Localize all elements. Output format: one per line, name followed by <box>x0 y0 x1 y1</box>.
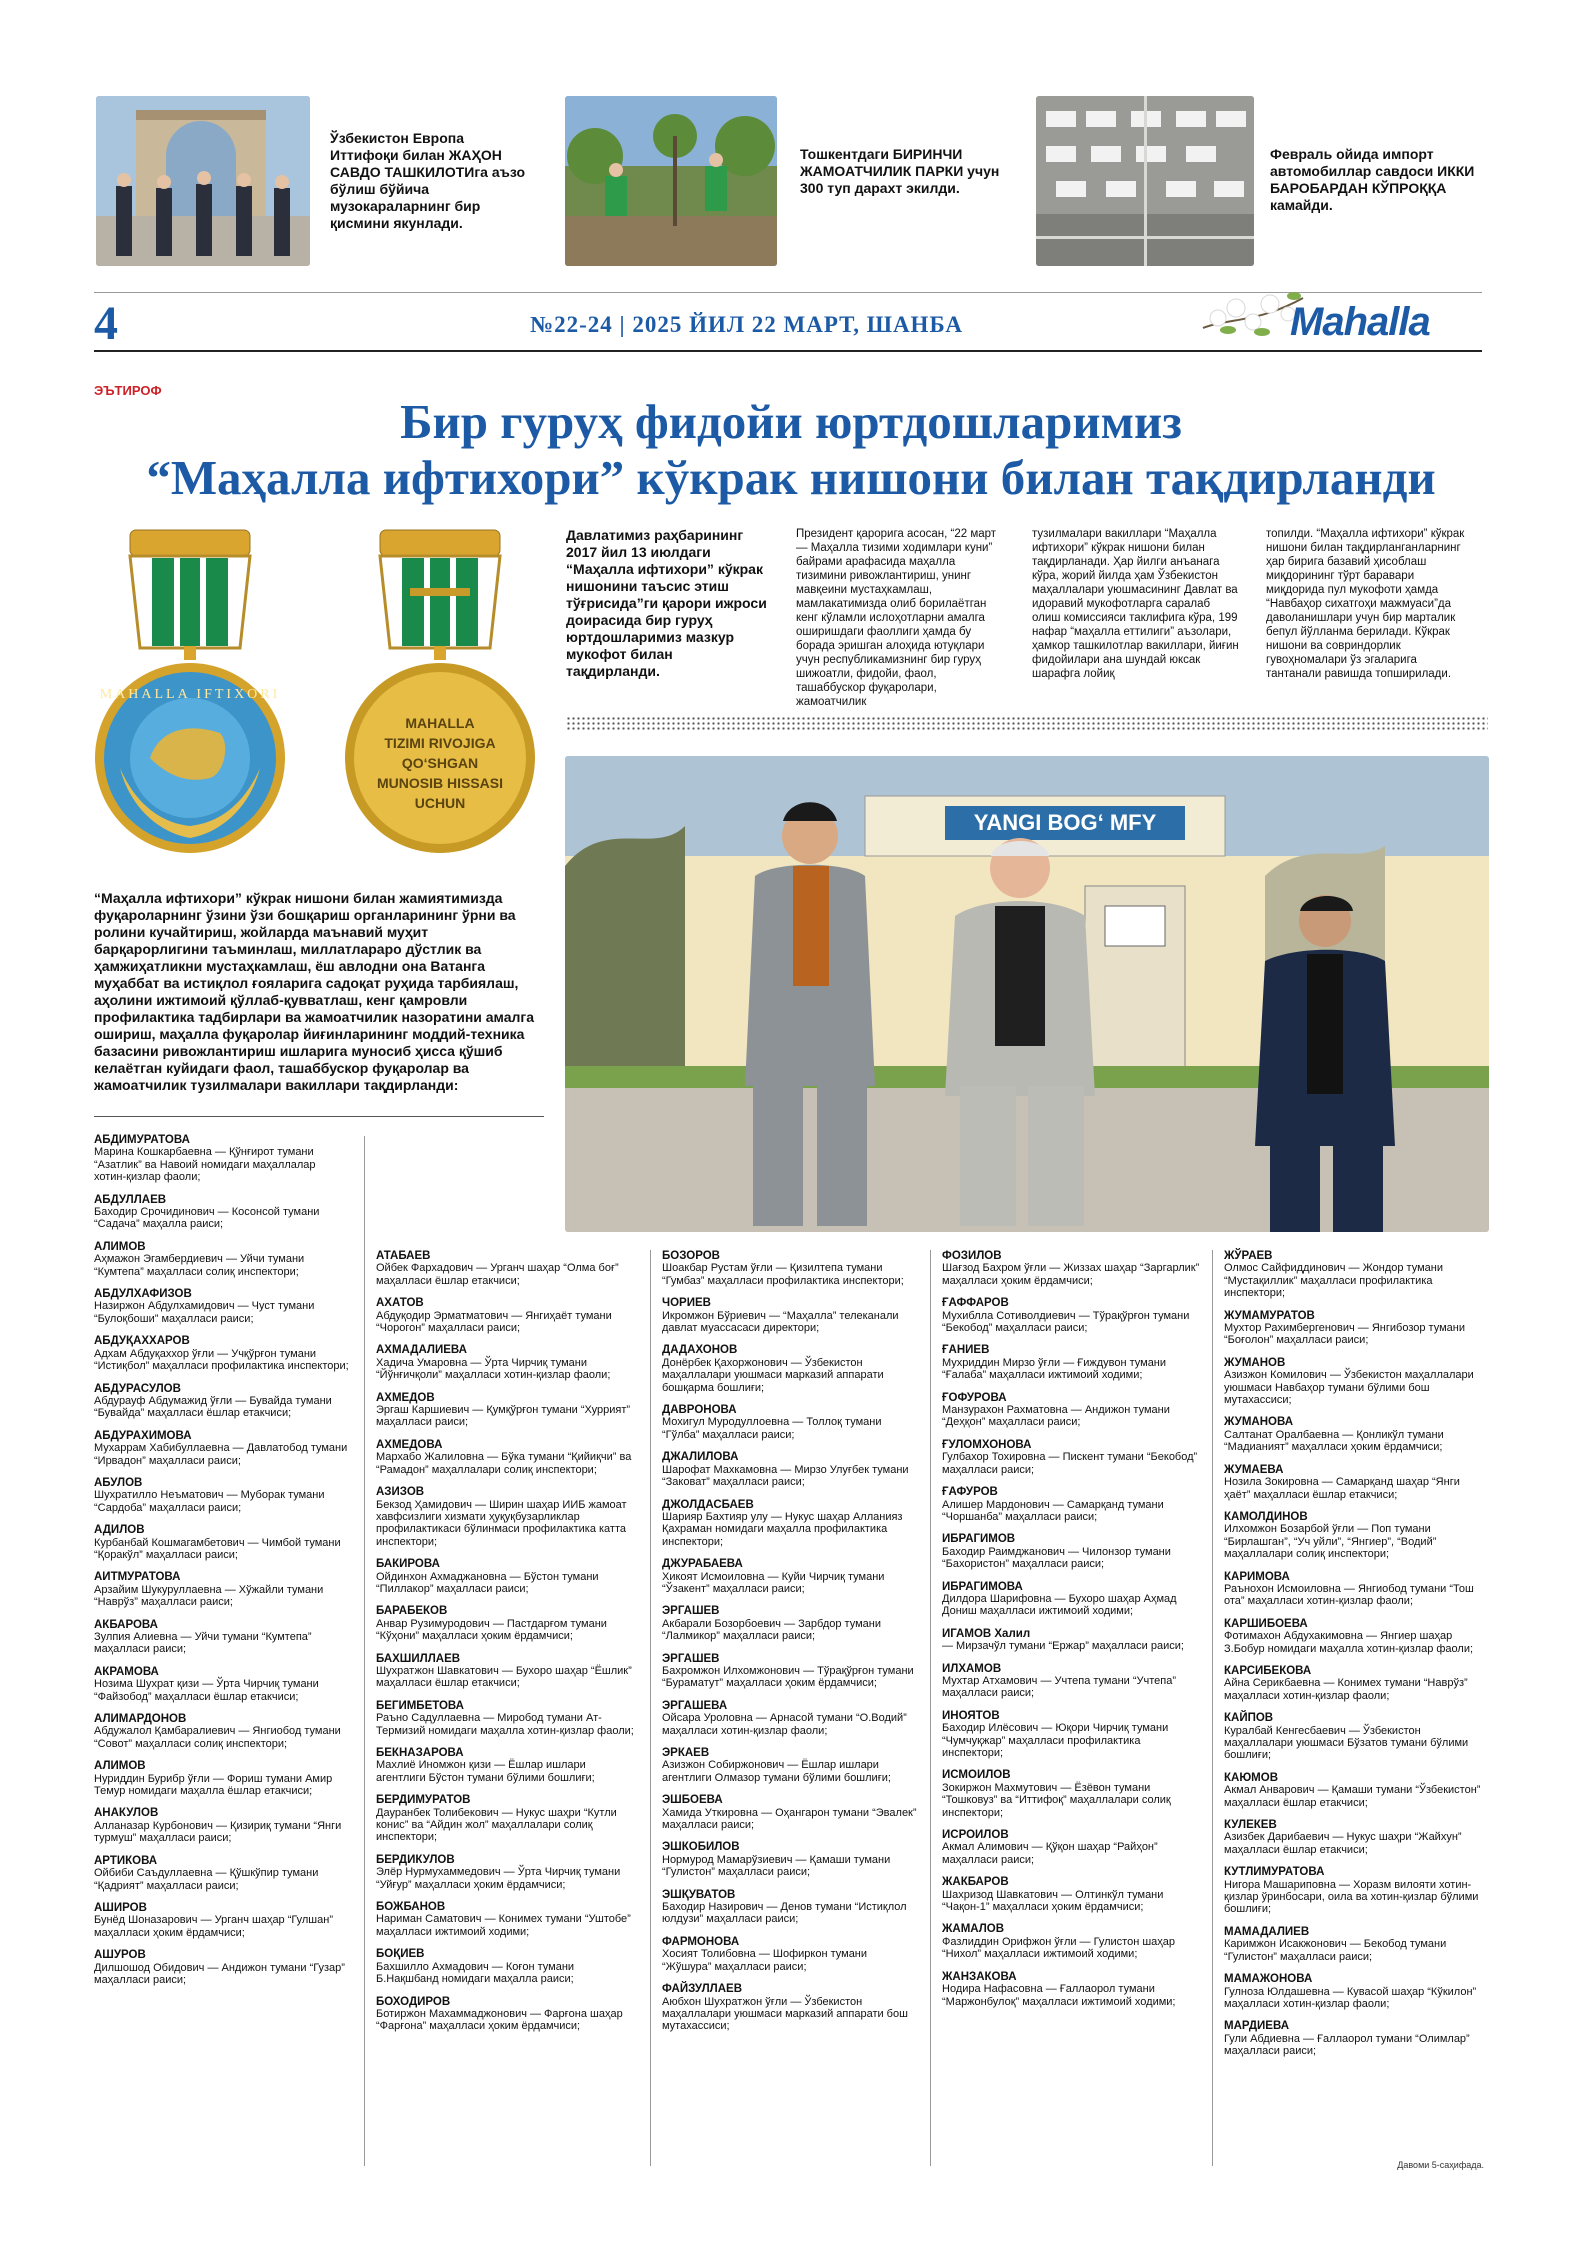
article-lead: Давлатимиз раҳбарининг 2017 йил 13 июлдаги “Маҳалла ифтихори” кўкрак нишонини таъсис этиш тўғрисида”ги қарори ижроси доирасида бир гуруҳ юртдошларимиз мазкур мукофот билан тақдирланди. <box>566 527 767 679</box>
awardee-description: Нуриддин Бурибр ўғли — Фориш тумани Амир Темур номидаги маҳалла ёшлар етакчиси; <box>94 1772 333 1798</box>
awardee-entry <box>662 1404 918 1441</box>
awardee-description: Гули Абдиевна — Ғаллаорол тумани “Олимлар” маҳалласи раиси; <box>1224 2032 1470 2058</box>
awardee-surname: ЭШКОБИЛОВ <box>662 1841 740 1854</box>
awardee-surname: АКБАРОВА <box>94 1618 158 1631</box>
awardee-entry <box>942 1486 1200 1523</box>
awardee-description: Дауранбек Толибекович — Нукус шаҳри “Кутли конис” ва “Айдин жол” маҳаллалари солиқ инспектори; <box>376 1806 617 1844</box>
awardee-surname: АЛИМАРДОНОВ <box>94 1713 187 1726</box>
awardee-entry <box>662 1499 918 1549</box>
awardee-description: Ойдинхон Ахмаджановна — Бўстон тумани “Пиллакор” маҳалласи раиси; <box>376 1570 599 1595</box>
awardee-description: Шухратжон Шавкатович — Бухоро шаҳар “Ёшлик” маҳалласи ёшлар етакчиси; <box>376 1664 632 1690</box>
continued-note[interactable]: Давоми 5-саҳифада. <box>1397 2160 1484 2170</box>
awardee-surname: ИСРОИЛОВ <box>942 1829 1009 1842</box>
awardee-surname: АЛИМОВ <box>94 1240 146 1253</box>
awardee-description: Нозима Шухрат қизи — Ўрта Чирчиқ тумани “Файзобод” маҳалласи ёшлар етакчиси; <box>94 1678 319 1703</box>
awardee-entry <box>942 1439 1200 1476</box>
awardee-surname: ҒАФФАРОВ <box>942 1297 1009 1310</box>
awardee-entry <box>942 1971 1200 2008</box>
awardee-entry <box>662 1558 918 1595</box>
medal-right-line-3: QO‘SHGAN <box>401 755 479 771</box>
awardee-surname: ЭШҚУВАТОВ <box>662 1888 736 1901</box>
awardee-surname: ЖЎРАЕВ <box>1224 1250 1273 1262</box>
awardee-surname: ИБРАГИМОВА <box>942 1580 1023 1593</box>
awardee-description: Назиржон Абдулхамидович — Чуст тумани “Булоқбоши” маҳалласи раиси; <box>94 1300 315 1325</box>
article-column-2: тузилмалари вакиллари “Маҳалла ифтихори” кўкрак нишони билан тақдирланади. Ҳар йилги анъанага кўра, жорий йилда ҳам Ўзбекистон маҳаллалари уюшмасининг Давлат ва идоравий мукофотларга саралаб олиш комиссияси таклифига кўра, 199 нафар “маҳалла еттилиги” аъзолари, ҳамкор ташкилотлар вакиллари, йиғин фидойилари ана шундай юксак шарафга лойиқ <box>1032 528 1239 680</box>
awardee-entry <box>376 1605 638 1642</box>
awardee-surname: БАРАБЕКОВ <box>376 1605 448 1618</box>
headline-line-1: Бир гуруҳ фидойи юртдошларимиз <box>400 394 1182 449</box>
awardee-surname: БАКИРОВА <box>376 1558 440 1571</box>
awardee-surname: КУЛЕКЕВ <box>1224 1819 1277 1832</box>
awardee-description: Баходир Назирович — Денов тумани “Истиқлол юлдузи” маҳалласи раиси; <box>662 1901 907 1926</box>
awardee-surname: ЖАНЗАКОВА <box>942 1970 1017 1983</box>
awardee-surname: АХАТОВ <box>376 1297 424 1310</box>
awardee-surname: АДИЛОВ <box>94 1524 145 1537</box>
awardee-description: Бекзод Ҳамидович — Ширин шаҳар ИИБ жамоат хавфсизлиги хизмати ҳуқуқбузарликлар профилактикаси бўлинмаси профилактика катта инспектори; <box>376 1498 627 1548</box>
teaser-text-2[interactable]: Тошкентдаги БИРИНЧИ ЖАМОАТЧИЛИК ПАРКИ учун 300 туп дарахт экилди. <box>800 146 1000 196</box>
awardee-surname: КАЮМОВ <box>1224 1771 1279 1784</box>
awardee-entry <box>94 1807 350 1844</box>
awardee-entry <box>942 1297 1200 1334</box>
awardee-surname: ЖАМАЛОВ <box>942 1923 1005 1936</box>
awardee-surname: АКРАМОВА <box>94 1665 159 1678</box>
awardee-surname: МАМАДАЛИЕВ <box>1224 1925 1310 1938</box>
awardee-description: Бунёд Шоназарович — Урганч шаҳар “Гулшан” маҳалласи ҳоким ёрдамчиси; <box>94 1914 333 1939</box>
awardee-description: Мархабо Жалиловна — Бўка тумани “Қийиқчи” ва “Рамадон” маҳаллалари солиқ инспектори; <box>376 1451 632 1476</box>
awardee-description: Икромжон Бўриевич — “Маҳалла” телеканали давлат муассасаси директори; <box>662 1309 899 1335</box>
awardee-surname: КАРСИБЕКОВА <box>1224 1664 1312 1677</box>
awardee-description: Мухтор Рахимбергенович — Янгибозор тумани “Боғолон” маҳалласи раиси; <box>1224 1322 1465 1347</box>
awardee-surname: ЭШБОЕВА <box>662 1794 723 1807</box>
awardee-entry <box>1224 1772 1486 1809</box>
awardee-surname: БЕГИМБЕТОВА <box>376 1699 464 1712</box>
awardees-column-3 <box>662 1250 918 2043</box>
awardee-description: Эргаш Каршиевич — Қумқўрғон тумани “Хуррият” маҳалласи раиси; <box>376 1404 631 1429</box>
awardee-description: Анвар Рузимуродович — Пастдарғом тумани “Кўҳони” маҳалласи ҳоким ёрдамчиси; <box>376 1617 607 1643</box>
awardee-description: Махлиё Иномжон қизи — Ёшлар ишлари агентлиги Бўстон тумани бўлими бошлиғи; <box>376 1759 595 1784</box>
awardee-description: Дилдора Шарифовна — Бухоро шаҳар Аҳмад Дониш маҳалласи ижтимоий ходими; <box>942 1592 1177 1618</box>
awardee-surname: МАМАЖОНОВА <box>1224 1973 1313 1986</box>
awardee-description: Олмос Сайфиддинович — Жондор тумани “Мустақиллик” маҳалласи профилактика инспектори; <box>1224 1262 1443 1300</box>
awardee-description: Гулбахор Тохировна — Пискент тумани “Бекобод” маҳалласи раиси; <box>942 1451 1198 1476</box>
awardee-surname: ФАРМОНОВА <box>662 1935 740 1948</box>
awardee-description: Марина Кошкарбаевна — Қўнғирот тумани “Азатлик” ва Навоий номидаги маҳаллалар хотин-қизлар фаоли; <box>94 1146 316 1184</box>
awardee-surname: БАХШИЛЛАЕВ <box>376 1652 461 1665</box>
awardee-description: Абдужалол Қамбаралиевич — Янгиобод тумани “Совот” маҳалласи солиқ инспектори; <box>94 1725 341 1750</box>
column-divider-3 <box>930 1250 931 2166</box>
rubric-label: ЭЪТИРОФ <box>94 383 162 398</box>
awardee-surname: АХМЕДОВА <box>376 1438 443 1451</box>
main-photo-three-men <box>565 756 1489 1232</box>
awardee-entry <box>94 1383 350 1420</box>
awardee-surname: БОҚИЕВ <box>376 1948 425 1961</box>
awardee-description: Алланазар Курбонович — Қизириқ тумани “Янги турмуш” маҳалласи раиси; <box>94 1819 342 1845</box>
awardee-surname: ДАДАХОНОВ <box>662 1344 738 1357</box>
awardee-entry <box>942 1829 1200 1866</box>
mahalla-logo[interactable]: Mahalla <box>1290 300 1430 344</box>
awardee-surname: БЕРДИМУРАТОВ <box>376 1794 471 1807</box>
awardee-entry <box>1224 1357 1486 1407</box>
awardee-description: Аҳмажон Эгамбердиевич — Уйчи тумани “Кумтепа” маҳалласи солиқ инспектори; <box>94 1253 305 1278</box>
awardee-entry <box>376 1901 638 1938</box>
awardee-description: Нигора Машариповна — Хоразм вилояти хотин-қизлар ўринбосари, оила ва хотин-қизлар бўлими бошлиғи; <box>1224 1878 1479 1916</box>
awardee-entry <box>94 1713 350 1750</box>
awardee-surname: КАРШИБОЕВА <box>1224 1617 1308 1630</box>
awardee-surname: ЖУМАМУРАТОВ <box>1224 1309 1315 1322</box>
awardee-entry <box>94 1666 350 1703</box>
awardee-entry <box>662 1794 918 1831</box>
awardee-description: Абдуқодир Эрматматович — Янгиҳаёт тумани “Чорогон” маҳалласи раиси; <box>376 1309 612 1335</box>
awardee-description: Фазлиддин Орифжон ўғли — Гулистон шаҳар “Нихол” маҳалласи ижтимоий ходими; <box>942 1935 1175 1961</box>
awardee-entry <box>94 1760 350 1797</box>
awardee-surname: АШУРОВ <box>94 1949 146 1962</box>
awardee-description: Донёрбек Қахоржонович — Ўзбекистон маҳаллалари уюшмаси марказий аппарати бошқарма бошлиғи; <box>662 1356 884 1394</box>
headline-line-2: “Маҳалла ифтихори” кўкрак нишони билан тақдирланди <box>146 450 1436 505</box>
awardee-description: Азизжон Собиржонович — Ёшлар ишлари агентлиги Олмазор тумани бўлими бошлиғи; <box>662 1759 891 1784</box>
awardee-surname: БОХОДИРОВ <box>376 1995 451 2008</box>
awardee-description: Акмал Анварович — Қамаши тумани “Ўзбекистон” маҳалласи ёшлар етакчиси; <box>1224 1784 1481 1809</box>
column-divider-2 <box>650 1250 651 2166</box>
awardee-entry <box>662 1653 918 1690</box>
awardee-description: Аюбхон Шухратжон ўғли — Ўзбекистон маҳаллалари уюшмаси марказий аппарати бош мутахассиси; <box>662 1995 908 2033</box>
awardee-entry <box>1224 1416 1486 1453</box>
awardee-entry <box>662 1747 918 1784</box>
awardee-entry <box>94 1430 350 1467</box>
awardee-description: Нариман Саматович — Конимех тумани “Уштобе” маҳалласи ижтимоий ходими; <box>376 1913 631 1938</box>
awardee-surname: АЛИМОВ <box>94 1760 146 1773</box>
awardee-entry <box>1224 1571 1486 1608</box>
awardee-entry <box>376 1392 638 1429</box>
awardee-surname: КАМОЛДИНОВ <box>1224 1510 1308 1523</box>
awardee-entry <box>1224 1511 1486 1561</box>
awardee-description: Илхомжон Бозарбой ўғли — Поп тумани “Бирлашган”, “Уч уйли”, “Янгиер”, “Водий” маҳаллалари солиқ инспектори; <box>1224 1523 1437 1561</box>
awardee-description: Арзайим Шукуруллаевна — Хўжайли тумани “Наврўз” маҳалласи раиси; <box>94 1583 324 1609</box>
awardee-entry <box>94 1134 350 1184</box>
awardee-surname: БЕРДИКУЛОВ <box>376 1853 455 1866</box>
awardee-description: Хамида Уткировна — Оҳангарон тумани “Эвалек” маҳалласи раиси; <box>662 1806 917 1832</box>
awardee-entry <box>376 1439 638 1476</box>
awardee-surname: КУТЛИМУРАТОВА <box>1224 1866 1325 1879</box>
awardee-surname: ҒОФУРОВА <box>942 1391 1007 1404</box>
awardee-surname: ЭРГАШЕВА <box>662 1699 728 1712</box>
awardee-entry <box>376 1794 638 1844</box>
awardee-description: Мухаррам Хабибуллаевна — Давлатобод тумани “Ирвадон” маҳалласи раиси; <box>94 1442 348 1467</box>
awardee-surname: АТАБАЕВ <box>376 1250 431 1262</box>
awardee-entry <box>1224 1819 1486 1856</box>
awardee-entry <box>376 1996 638 2033</box>
awardee-description: Шағзод Бахром ўғли — Жиззах шаҳар “Заргарлик” маҳалласи ҳоким ёрдамчиси; <box>942 1262 1200 1287</box>
awardee-entry <box>1224 2020 1486 2057</box>
awardee-surname: АБДУҚАХХАРОВ <box>94 1335 190 1348</box>
awardee-entry <box>94 1571 350 1608</box>
intro-rule <box>94 1116 544 1117</box>
awardee-entry <box>662 1250 918 1287</box>
awardee-description: Шахризод Шавкатович — Олтинкўл тумани “Чақон-1” маҳалласи ҳоким ёрдамчиси; <box>942 1888 1164 1914</box>
teaser-photo-tree-planting <box>565 96 777 266</box>
awardee-description: Ойбек Фархадович — Урганч шаҳар “Олма боғ” маҳалласи ёшлар етакчиси; <box>376 1262 619 1287</box>
issue-date: №22-24 | 2025 ЙИЛ 22 МАРТ, ШАНБА <box>530 312 963 337</box>
awardee-description: Раъноxон Исмоиловна — Янгиобод тумани “Тош ота” маҳалласи хотин-қизлар фаоли; <box>1224 1582 1474 1608</box>
article-column-1: Президент қарорига асосан, “22 март — Маҳалла тизими ходимлари куни” байрами арафасида маҳалла тизимини ривожлантириш, унинг мавқеини мустаҳкамлаш, мамлакатимизда олиб борилаётган кенг кўламли ислоҳотларни амалга оширишдаги фаоллиги ҳамда бу борада эришган алоҳида ютуқлари учун республикамизнинг бир гуруҳ шижоатли, фидойи, фаол, ташаббускор фуқаролари, жамоатчилик <box>796 528 997 708</box>
page-number: 4 <box>94 297 118 350</box>
awardee-description: Азизжон Комилович — Ўзбекистон маҳаллалари уюшмаси Навбаҳор тумани бўлими бош мутахассиси; <box>1224 1369 1474 1407</box>
column-divider-1 <box>364 1136 365 2166</box>
awardee-description: Акбарали Бозорбоевич — Зарбдор тумани “Лалмикор” маҳалласи раиси; <box>662 1617 881 1643</box>
awardee-surname: АРТИКОВА <box>94 1854 158 1867</box>
awardee-entry <box>942 1250 1200 1287</box>
awardee-description: Акмал Алимович — Қўқон шаҳар “Райҳон” маҳалласи раиси; <box>942 1841 1158 1866</box>
awardee-entry <box>662 1451 918 1488</box>
awardee-description: Мухтар Атхамович — Учтепа тумани “Учтепа” маҳалласи раиси; <box>942 1674 1177 1700</box>
awardee-entry <box>94 1619 350 1656</box>
awardee-description: Ботиржон Махаммаджонович — Фарғона шаҳар “Фарғона” маҳалласи ҳоким ёрдамчиси; <box>376 2007 623 2033</box>
awardee-entry <box>942 1581 1200 1618</box>
awardee-description: Шарияр Бахтияр улу — Нукус шаҳар Алланияз Қахраман номидаги маҳалла профилактика инспектори; <box>662 1510 903 1548</box>
awardee-entry <box>942 1876 1200 1913</box>
awardee-entry <box>662 1344 918 1394</box>
teaser-text-3[interactable]: Феврaль ойида импорт автомобиллар савдоси ИККИ БАРОБАРДАН КЎПРОҚҚА камайди. <box>1270 146 1475 213</box>
awardee-description: Шарофат Махкамовна — Мирзо Улуғбек тумани “Заковат” маҳалласи раиси; <box>662 1463 909 1489</box>
awardee-description: Хосият Толибовна — Шофиркон тумани “Жўшура” маҳалласи раиси; <box>662 1948 868 1973</box>
awardee-entry <box>1224 1310 1486 1347</box>
article-column-3: топилди. “Маҳалла ифтихори” кўкрак нишони билан тақдирланганларнинг ҳар бирига базавий ҳисоблаш миқдорининг тўрт баравари миқдорида пул мукофоти ҳамда “Навбаҳор сихатгоҳи мажмуаси”да даволанишлари учун бир марталик бепул йўлланма берилади. Кўкрак нишони ва совриндорлик гувоҳномалари ўз эгаларига тантанали равишда топширилади. <box>1266 528 1465 680</box>
awardee-description: Мохигул Муродуллоевна — Толлоқ тумани “Гўлба” маҳалласи раиси; <box>662 1416 882 1441</box>
awardee-surname: ДЖАЛИЛОВА <box>662 1451 739 1464</box>
medal-blue <box>90 528 290 868</box>
awardee-surname: ИЛХАМОВ <box>942 1662 1002 1675</box>
intro-paragraph: “Маҳалла ифтихори” кўкрак нишони билан жамиятимизда фуқароларнинг ўзини ўзи бошқариш органларининг ўрни ва ролини кучайтириш, жойларда маънавий муҳит барқарорлигини таъминлаш, миллатлараро дўстлик ва ҳамжиҳатликни мустаҳкамлаш, ёш авлодни она Ватанга муҳаббат ва истиқлол ғояларига садоқат руҳида тарбиялаш, аҳолини ижтимоий қўллаб-қувватлаш, кенг қамровли профилактика тадбирлари ва жамоатчилик назоратини амалга ошириш, маҳалла фуқаролар йиғинларининг моддий-техника базасини ривожлантириш ишларига муносиб ҳисса қўшиб келаётган куйидаги фаол, ташаббускор фуқаролар ва жамоатчилик тузилмалари вакиллари тақдирланди: <box>94 890 535 1093</box>
awardee-entry <box>376 1558 638 1595</box>
awardee-description: — Мирзачўл тумани “Ержар” маҳалласи раиси; <box>942 1640 1184 1653</box>
awardee-description: Ойсара Уроловна — Арнасой тумани “О.Водий” маҳалласи хотин-қизлар фаоли; <box>662 1712 907 1737</box>
awardee-surname: ЖУМАНОВА <box>1224 1416 1294 1429</box>
awardee-entry <box>376 1747 638 1784</box>
awardee-surname: АХМАДАЛИЕВА <box>376 1344 467 1357</box>
awardee-description: Зокиржон Махмутович — Ёзёвон тумани “Тошковуз” ва “Иттифоқ” маҳаллалари солиқ инспектори; <box>942 1781 1171 1819</box>
awardee-description: Бахшилло Ахмадович — Коғон тумани Б.Нақшбанд номидаги маҳалла раиси; <box>376 1960 575 1986</box>
awardees-column-1 <box>94 1134 350 1996</box>
awardee-entry <box>1224 1464 1486 1501</box>
awardee-surname: ИНОЯТОВ <box>942 1709 1000 1722</box>
awardee-surname: ЭРГАШЕВ <box>662 1605 720 1618</box>
awardee-entry <box>1224 1926 1486 1963</box>
medal-right-line-2: TIZIMI RIVOJIGA <box>384 735 496 751</box>
awardee-entry <box>942 1923 1200 1960</box>
awardee-description: Адхам Абдуқаххор ўғли — Учқўрғон тумани “Истиқбол” маҳалласи профилактика инспектори; <box>94 1347 349 1373</box>
awardee-surname: БОЗОРОВ <box>662 1250 720 1262</box>
awardee-entry <box>942 1663 1200 1700</box>
awardee-description: Элёр Нурмухаммедович — Ўрта Чирчиқ тумани “Уйғур” маҳалласи ҳоким ёрдамчиси; <box>376 1866 621 1891</box>
teaser-photo-car-lot <box>1036 96 1254 266</box>
awardee-surname: ЖАКБАРОВ <box>942 1876 1009 1889</box>
awardee-entry <box>94 1949 350 1986</box>
awardee-entry <box>1224 1665 1486 1702</box>
awardee-surname: АБУЛОВ <box>94 1476 143 1489</box>
awardee-surname: ЭРГАШЕВ <box>662 1652 720 1665</box>
awardee-entry <box>376 1344 638 1381</box>
awardee-description: Курбанбай Кошмагамбетович — Чимбой тумани “Қоракўл” маҳалласи раиси; <box>94 1536 341 1561</box>
awardee-entry <box>942 1628 1200 1653</box>
awardee-entry <box>376 1486 638 1548</box>
awardee-surname: КАРИМОВА <box>1224 1570 1290 1583</box>
awardee-surname: АБДУРАСУЛОВ <box>94 1382 181 1395</box>
awardee-description: Абдурауф Абдумажид ўғли — Бувайда тумани “Бувайда” маҳалласи ёшлар етакчиси; <box>94 1394 332 1420</box>
awardee-surname: КАЙПОВ <box>1224 1712 1274 1725</box>
awardee-surname: ИГАМОВ Халил <box>942 1627 1031 1640</box>
awardee-description: Хикоят Исмоиловна — Куйи Чирчиқ тумани “Ўзакент” маҳалласи раиси; <box>662 1570 885 1595</box>
awardee-surname: АБДУРАХИМОВА <box>94 1429 192 1442</box>
awardee-entry <box>94 1855 350 1892</box>
awardee-surname: БЕКНАЗАРОВА <box>376 1747 464 1759</box>
awardee-entry <box>942 1710 1200 1760</box>
awardee-surname: МАРДИЕВА <box>1224 2020 1289 2033</box>
awardee-surname: ДАВРОНОВА <box>662 1404 737 1417</box>
awardee-description: Баходир Илёсович — Юқори Чирчиқ тумани “Чумчуқжар” маҳалласи профилактика инспектори; <box>942 1722 1169 1759</box>
awardee-description: Айна Серикбаевна — Конимех тумани “Наврўз” маҳалласи хотин-қизлар фаоли; <box>1224 1677 1468 1702</box>
awardee-surname: ЖУМАЕВА <box>1224 1463 1284 1476</box>
awardees-column-2 <box>376 1250 638 2043</box>
awardee-entry <box>376 1854 638 1891</box>
medal-right-line-1: MAHALLA <box>405 715 475 731</box>
awardee-entry <box>942 1392 1200 1429</box>
awardee-description: Каримжон Исакжонович — Бекобод тумани “Гулистон” маҳалласи раиси; <box>1224 1938 1447 1963</box>
awardee-entry <box>94 1477 350 1514</box>
medal-right-line-4: MUNOSIB HISSASI <box>376 775 504 791</box>
awardee-entry <box>376 1700 638 1737</box>
awardee-surname: АБДУЛХАФИЗОВ <box>94 1288 192 1301</box>
awardee-entry <box>376 1948 638 1985</box>
awardee-entry <box>1224 1973 1486 2010</box>
awardee-entry <box>662 1700 918 1737</box>
teaser-text-1[interactable]: Ўзбекистон Европа Иттифоқи билан ЖАҲОН САВДО ТАШКИЛОТИга аъзо бўлиш бўйича музокараларнинг бир қисмини якунлади. <box>330 130 525 231</box>
awardee-surname: ИСМОИЛОВ <box>942 1769 1011 1782</box>
awardee-surname: АНАКУЛОВ <box>94 1807 159 1820</box>
awardee-description: Нозила Зокировна — Самарқанд шаҳар “Янги ҳаёт” маҳалласи ёшлар етакчиси; <box>1224 1476 1460 1501</box>
awardees-column-4 <box>942 1250 1200 2018</box>
awardee-surname: АБДИМУРАТОВА <box>94 1134 190 1146</box>
awardee-entry <box>662 1936 918 1973</box>
awardee-entry <box>94 1335 350 1372</box>
awardee-surname: ЖУМАНОВ <box>1224 1356 1286 1369</box>
awardee-surname: БОЖБАНОВ <box>376 1901 446 1914</box>
awardee-surname: АИТМУРАТОВА <box>94 1571 181 1584</box>
awardee-surname: АШИРОВ <box>94 1901 147 1914</box>
awardees-column-5 <box>1224 1250 1486 2068</box>
awardee-surname: ДЖОЛДАСБАЕВ <box>662 1498 754 1511</box>
awardee-entry <box>94 1902 350 1939</box>
awardee-surname: АБДУЛЛАЕВ <box>94 1193 167 1206</box>
awardee-description: Нормурод Мамарўзиевич — Қамаши тумани “Гулистон” маҳалласи раиси; <box>662 1853 891 1879</box>
awardee-description: Бахромжон Илхомжонович — Тўрақўрғон тумани “Бураматут” маҳалласи ҳоким ёрдамчиси; <box>662 1664 914 1690</box>
awardee-description: Мухриддин Мирзо ўғли — Ғиждувон тумани “Ғалаба” маҳалласи ижтимоий ходими; <box>942 1356 1167 1382</box>
awardee-description: Дилшошод Обидович — Андижон тумани “Гузар” маҳалласи раиси; <box>94 1961 345 1986</box>
awardee-description: Зулпия Алиевна — Уйчи тумани “Кумтепа” маҳалласи раиси; <box>94 1631 312 1656</box>
awardee-description: Куралбай Кенгесбаевич — Ўзбекистон маҳаллалари уюшмаси Бўзатов тумани бўлими бошлиғи; <box>1224 1724 1469 1762</box>
awardee-entry <box>662 1889 918 1926</box>
awardee-entry <box>94 1524 350 1561</box>
awardee-description: Манзурахон Рахматовна — Андижон тумани “Деҳқон” маҳалласи раиси; <box>942 1404 1170 1429</box>
awardee-description: Нодира Нафасовна — Ғаллаорол тумани “Маржонбулоқ” маҳалласи ижтимоий ходими; <box>942 1983 1176 2008</box>
awardee-entry <box>94 1194 350 1231</box>
awardee-surname: ҒУЛОМХОНОВА <box>942 1438 1032 1451</box>
awardee-surname: ЧОРИЕВ <box>662 1297 711 1310</box>
awardee-description: Шухратилло Неъматович — Муборак тумани “Сардоба” маҳалласи раиси; <box>94 1489 325 1514</box>
awardee-entry <box>662 1983 918 2033</box>
awardee-entry <box>1224 1712 1486 1762</box>
awardee-description: Азизбек Дарибаевич — Нукус шаҳри “Жайхун” маҳалласи ёшлар етакчиси; <box>1224 1831 1462 1856</box>
teaser-photo-brussels <box>96 96 310 266</box>
medal-right-line-5: UCHUN <box>414 795 466 811</box>
awardee-description: Баходир Срочидинович — Косонсой тумани “Садача” маҳалла раиси; <box>94 1206 320 1231</box>
awardee-surname: АХМЕДОВ <box>376 1391 435 1404</box>
awardee-description: Шоакбар Рустам ўғли — Қизилтепа тумани “Гумбаз” маҳалласи профилактика инспектори; <box>662 1262 904 1287</box>
awardee-entry <box>662 1605 918 1642</box>
awardee-surname: ФОЗИЛОВ <box>942 1250 1002 1262</box>
awardee-entry <box>376 1250 638 1287</box>
awardee-entry <box>942 1344 1200 1381</box>
awardee-surname: ИБРАГИМОВ <box>942 1533 1016 1546</box>
medal-gold <box>340 528 540 868</box>
awardee-surname: ДЖУРАБАЕВА <box>662 1558 743 1571</box>
awardee-entry <box>1224 1618 1486 1655</box>
awardee-description: Салтанат Оралбаевна — Қонликўл тумани “Мадианият” маҳалласи ҳоким ёрдамчиси; <box>1224 1428 1444 1454</box>
awardee-surname: ФАЙЗУЛЛАЕВ <box>662 1983 743 1996</box>
awardee-description: Алишер Мардонович — Самарқанд тумани “Чоршанба” маҳалласи раиси; <box>942 1498 1164 1523</box>
medal-left-inscription: MAHALLA IFTIXORI <box>99 687 281 702</box>
awardee-entry <box>942 1769 1200 1819</box>
awardee-entry <box>376 1653 638 1690</box>
awardee-description: Мухиблла Сотиволдиевич — Тўрақўрғон тумани “Бекобод” маҳалласи раиси; <box>942 1309 1190 1335</box>
awardee-entry <box>94 1288 350 1325</box>
awardee-surname: ҒАФУРОВ <box>942 1486 998 1499</box>
awardee-description: Хадича Умаровна — Ўрта Чирчиқ тумани “Йўнғичқоли” маҳалласи хотин-қизлар фаоли; <box>376 1356 611 1382</box>
awardee-entry <box>662 1297 918 1334</box>
awardee-description: Ойбиби Саъдуллаевна — Қўшкўпир тумани “Қадрият” маҳалласи раиси; <box>94 1867 319 1892</box>
masthead-bottom-rule <box>94 350 1482 352</box>
awardee-entry <box>662 1841 918 1878</box>
awardee-description: Раъно Садуллаевна — Миробод тумани Ат-Термизий номидаги маҳалла хотин-қизлар фаоли; <box>376 1712 634 1737</box>
awardee-entry <box>94 1241 350 1278</box>
awardee-description: Фотимахон Абдухакимовна — Янгиер шаҳар З.Бобур номидаги маҳалла хотин-қизлар фаоли; <box>1224 1630 1474 1655</box>
awardee-entry <box>376 1297 638 1334</box>
awardee-entry <box>1224 1250 1486 1300</box>
building-sign-text: YANGI BOG‘ MFY <box>973 810 1157 835</box>
awardee-entry <box>1224 1866 1486 1916</box>
awardee-entry <box>942 1533 1200 1570</box>
awardee-surname: АЗИЗОВ <box>376 1486 425 1499</box>
awardee-surname: ЭРКАЕВ <box>662 1747 710 1759</box>
column-divider-4 <box>1212 1250 1213 2166</box>
awardee-description: Баходир Раимджанович — Чилонзор тумани “Бахористон” маҳалласи раиси; <box>942 1545 1171 1571</box>
dotted-separator <box>566 716 1488 730</box>
awardee-description: Гулноза Юлдашевна — Кувасой шаҳар “Кўкилон” маҳалласи хотин-қизлар фаоли; <box>1224 1985 1477 2010</box>
awardee-surname: ҒАНИЕВ <box>942 1344 990 1357</box>
